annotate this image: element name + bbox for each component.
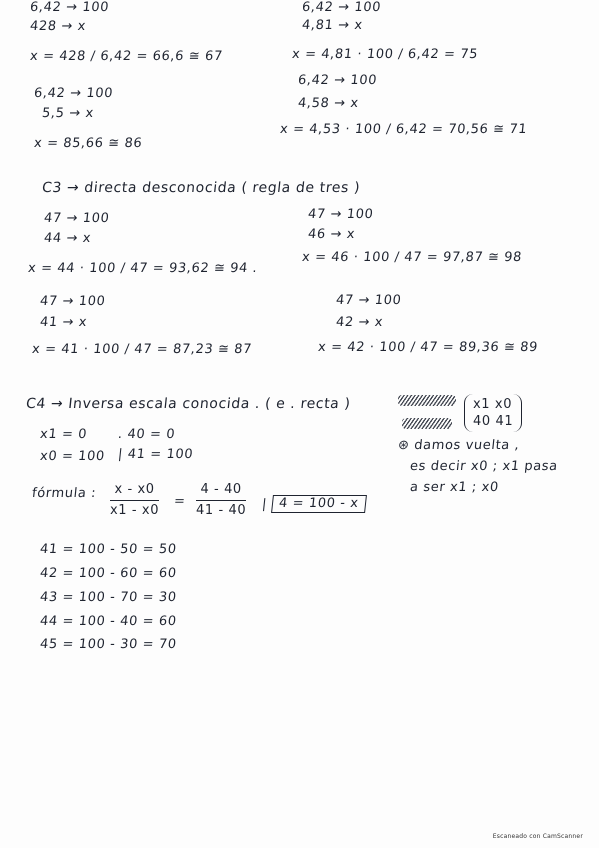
c4-value-x0: x0 = 100 <box>39 449 106 464</box>
c2-right-line-1: 6,42 → 100 <box>301 0 382 15</box>
scribble-mark-2 <box>402 418 452 429</box>
c4-result-1: 41 = 100 - 50 = 50 <box>39 542 178 557</box>
c4-note-line-1: ⊛ damos vuelta , <box>397 438 521 453</box>
formula-label: fórmula : <box>31 486 97 501</box>
c3-heading: C3 → directa desconocida ( regla de tres ) <box>41 180 361 196</box>
c4-note-line-2: es decir x0 ; x1 pasa <box>409 459 559 474</box>
c3-right-line-1: 47 → 100 <box>307 207 375 222</box>
fraction-right-denominator: 41 - 40 <box>196 503 247 518</box>
scanner-watermark: Escaneado con CamScanner <box>492 833 583 840</box>
c4-result-3: 43 = 100 - 70 = 30 <box>39 590 178 605</box>
c3-left-line-1: 47 → 100 <box>43 211 111 226</box>
c4-heading: C4 → Inversa escala conocida . ( e . recta ) <box>25 396 352 412</box>
fraction-left-bar <box>110 500 159 501</box>
c3-left-line-2: 44 → x <box>43 231 92 246</box>
c2-right-line-2: 4,81 → x <box>301 18 364 33</box>
c3-left-line-5: 41 → x <box>39 315 88 330</box>
matrix-row-2: 40 41 <box>473 414 514 429</box>
c3-right-line-4: 47 → 100 <box>335 293 403 308</box>
c2-left-line-1: 6,42 → 100 <box>29 0 110 15</box>
c4-note-line-3: a ser x1 ; x0 <box>409 480 500 495</box>
c3-left-line-6: x = 41 · 100 / 47 = 87,23 ≅ 87 <box>31 342 253 357</box>
fraction-right-bar <box>196 500 246 501</box>
scribble-mark-1 <box>398 395 456 406</box>
fraction-left-denominator: x1 - x0 <box>110 503 160 518</box>
c3-left-line-4: 47 → 100 <box>39 294 107 309</box>
formula-fraction-right <box>196 482 246 519</box>
c4-value-x1: x1 = 0 <box>39 427 88 442</box>
c2-left-line-6: x = 85,66 ≅ 86 <box>33 136 144 151</box>
c3-right-line-5: 42 → x <box>335 315 384 330</box>
c2-right-line-5: 4,58 → x <box>297 96 360 111</box>
formula-separator: | <box>261 497 268 512</box>
c3-right-line-6: x = 42 · 100 / 47 = 89,36 ≅ 89 <box>317 340 539 355</box>
c4-result-5: 45 = 100 - 30 = 70 <box>39 637 178 652</box>
c2-left-line-5: 5,5 → x <box>41 106 95 121</box>
swap-matrix <box>464 394 522 432</box>
formula-boxed-result: 4 = 100 - x <box>271 495 366 513</box>
matrix-row-1: x1 x0 <box>473 397 513 412</box>
c3-left-line-3: x = 44 · 100 / 47 = 93,62 ≅ 94 . <box>27 261 259 276</box>
c2-right-line-3: x = 4,81 · 100 / 6,42 = 75 <box>291 47 479 62</box>
c2-right-line-4: 6,42 → 100 <box>297 73 378 88</box>
c2-left-line-3: x = 428 / 6,42 = 66,6 ≅ 67 <box>29 49 224 64</box>
c2-right-line-6: x = 4,53 · 100 / 6,42 = 70,56 ≅ 71 <box>279 122 528 137</box>
c4-result-2: 42 = 100 - 60 = 60 <box>39 566 178 581</box>
c2-left-line-2: 428 → x <box>29 19 87 34</box>
c4-value-41: | 41 = 100 <box>117 447 194 462</box>
c4-value-40: . 40 = 0 <box>117 427 176 442</box>
c2-left-line-4: 6,42 → 100 <box>33 86 114 101</box>
c4-result-4: 44 = 100 - 40 = 60 <box>39 614 178 629</box>
formula-fraction-left <box>110 482 159 519</box>
fraction-right-numerator: 4 - 40 <box>200 482 242 497</box>
c3-right-line-2: 46 → x <box>307 227 356 242</box>
fraction-left-numerator: x - x0 <box>114 482 155 497</box>
c3-right-line-3: x = 46 · 100 / 47 = 97,87 ≅ 98 <box>301 250 523 265</box>
formula-equals: = <box>173 494 187 509</box>
